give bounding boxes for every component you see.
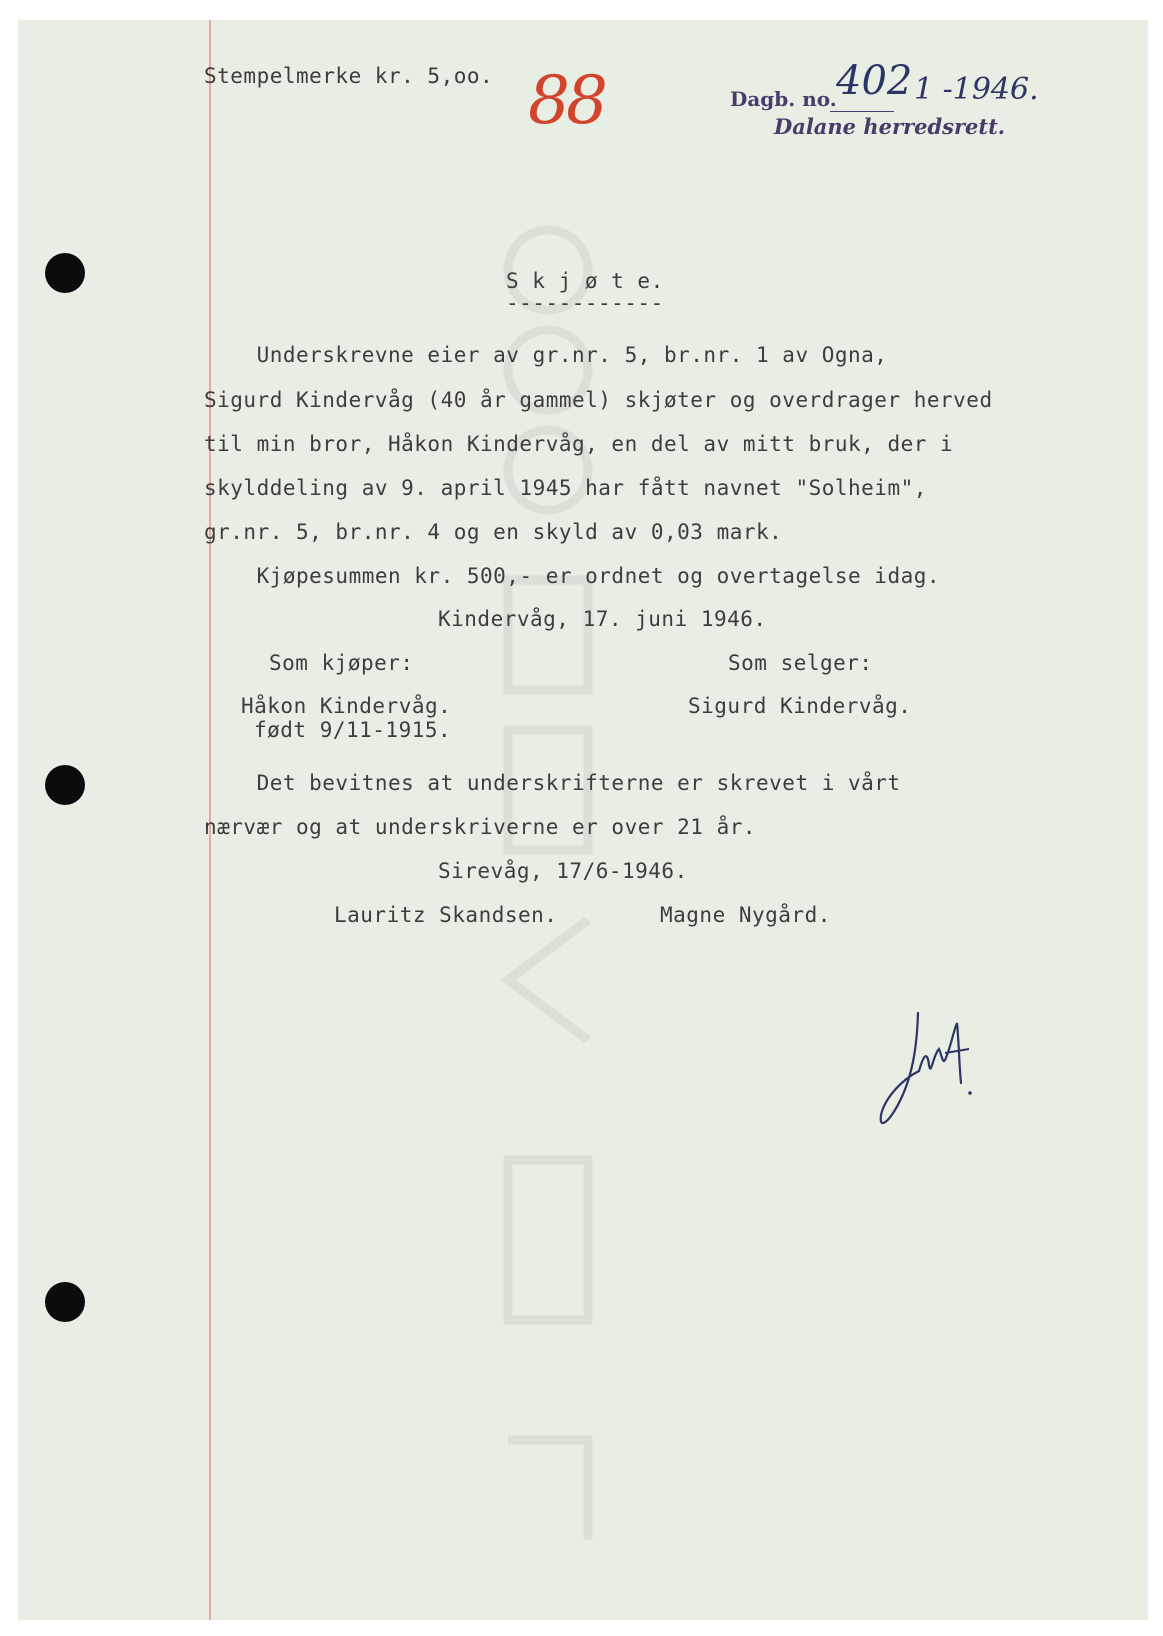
seller-label: Som selger: [728,651,873,675]
witness-name: Magne Nygård. [660,903,831,927]
buyer-name: Håkon Kindervåg. [241,694,452,718]
witness-statement-line: Det bevitnes at underskrifterne er skrevet i vårt [204,771,901,795]
title-underline: ------------ [506,291,664,315]
page-number: 88 [528,62,604,139]
document-title: S k j ø t e. [506,269,664,293]
document-page [18,20,1148,1620]
registry-number-line [830,111,894,112]
punch-hole-bottom [45,1282,85,1322]
punch-hole-middle [45,765,85,805]
witness-statement-line: nærvær og at underskriverne er over 21 år. [204,815,757,839]
seller-name: Sigurd Kindervåg. [688,694,912,718]
witness-name: Lauritz Skandsen. [334,903,558,927]
body-line: skylddeling av 9. april 1945 har fått navnet "Solheim", [204,476,927,500]
punch-hole-top [45,253,85,293]
body-line: gr.nr. 5, br.nr. 4 og en skyld av 0,03 mark. [204,520,783,544]
registry-prefix: Dagb. no. [730,87,837,111]
buyer-birth: født 9/11-1915. [254,718,452,742]
stamp-duty-text: Stempelmerke kr. 5,oo. [204,64,494,88]
body-line: Underskrevne eier av gr.nr. 5, br.nr. 1 av Ogna, [204,343,888,367]
registry-year: 1 -1946. [914,72,1039,107]
body-line: Sigurd Kindervåg (40 år gammel) skjøter og overdrager herved [204,388,993,412]
buyer-label: Som kjøper: [269,651,414,675]
witness-place-date: Sirevåg, 17/6-1946. [438,859,688,883]
handwritten-initials-signature [873,1005,983,1140]
court-name: Dalane herredsrett. [774,114,1006,139]
registry-number: 402 [836,58,913,104]
deed-place-date: Kindervåg, 17. juni 1946. [438,607,767,631]
body-line: Kjøpesummen kr. 500,- er ordnet og overtagelse idag. [204,564,941,588]
body-line: til min bror, Håkon Kindervåg, en del av mitt bruk, der i [204,432,954,456]
